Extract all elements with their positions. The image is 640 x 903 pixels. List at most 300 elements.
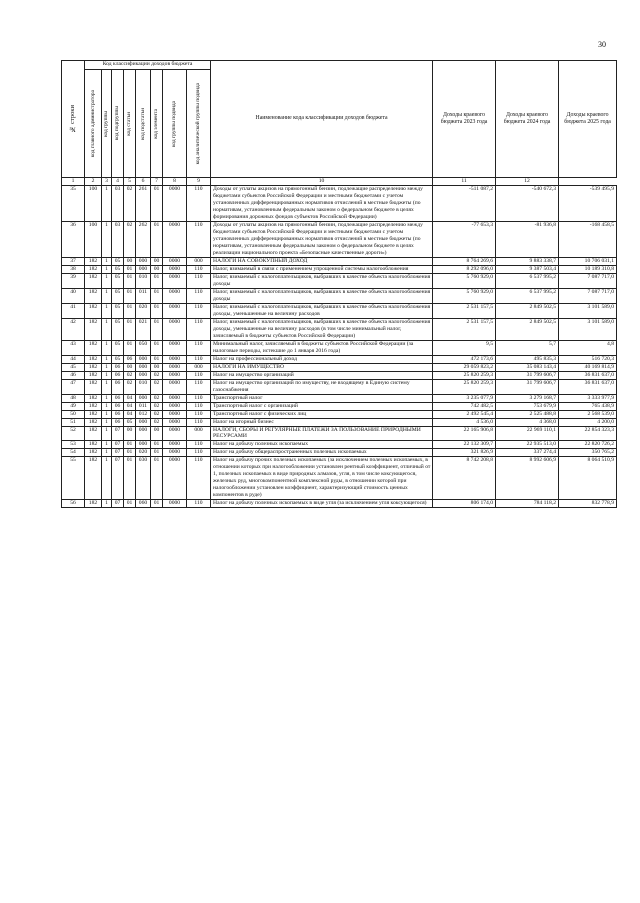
code-cell: 060 [136, 500, 151, 508]
row-name: Налог на добычу полезных ископаемых [211, 441, 433, 449]
row-number: 43 [62, 340, 85, 355]
value-cell: 6 537 995,2 [496, 273, 559, 288]
row-number: 48 [62, 394, 85, 402]
code-cell: 110 [187, 457, 211, 500]
row-number: 52 [62, 426, 85, 441]
header-code-col: код главного администратора [85, 70, 102, 178]
table-row [62, 457, 617, 500]
code-cell: 182 [85, 318, 102, 340]
row-name: Налог, взимаемый в связи с применением упрощенной системы налогообложения [211, 265, 433, 273]
value-cell: 22 165 906,8 [433, 426, 496, 441]
row-number: 45 [62, 363, 85, 371]
code-cell: 03 [112, 221, 124, 257]
code-cell: 02 [151, 379, 163, 394]
code-cell: 000 [187, 363, 211, 371]
code-cell: 110 [187, 410, 211, 418]
code-cell: 000 [136, 441, 151, 449]
code-cell: 07 [112, 457, 124, 500]
code-cell: 02 [124, 186, 136, 222]
table-row [62, 273, 617, 288]
code-cell: 110 [187, 449, 211, 457]
code-cell: 182 [85, 363, 102, 371]
code-cell: 182 [85, 410, 102, 418]
column-number: 6 [136, 178, 151, 186]
value-cell: 495 835,3 [496, 355, 559, 363]
value-cell: 472 173,6 [433, 355, 496, 363]
header-2023: Доходы краевого бюджета 2023 года [433, 61, 496, 178]
code-cell: 1 [102, 273, 112, 288]
row-number: 36 [62, 221, 85, 257]
code-cell: 1 [102, 379, 112, 394]
code-cell: 1 [102, 355, 112, 363]
code-cell: 000 [136, 426, 151, 441]
value-cell: 2 492 545,4 [433, 410, 496, 418]
value-cell: -168 458,5 [559, 221, 617, 257]
code-cell: 182 [85, 303, 102, 318]
code-cell: 0000 [163, 318, 187, 340]
value-cell: 3 333 977,9 [559, 394, 617, 402]
header-code-col: код группы подвида [163, 70, 187, 178]
code-cell: 182 [85, 441, 102, 449]
value-cell: 9 883 338,7 [496, 257, 559, 265]
code-cell: 01 [124, 288, 136, 303]
code-cell: 01 [151, 303, 163, 318]
code-cell: 02 [151, 418, 163, 426]
code-cell: 00 [124, 257, 136, 265]
code-cell: 182 [85, 355, 102, 363]
value-cell: 2 531 157,5 [433, 318, 496, 340]
code-cell: 06 [112, 418, 124, 426]
code-cell: 02 [151, 410, 163, 418]
code-cell: 02 [151, 402, 163, 410]
column-number: 4 [112, 178, 124, 186]
row-number: 40 [62, 288, 85, 303]
code-cell: 0000 [163, 363, 187, 371]
value-cell: 2 525 488,8 [496, 410, 559, 418]
code-cell: 05 [112, 265, 124, 273]
row-number: 37 [62, 257, 85, 265]
row-name: НАЛОГИ НА СОВОКУПНЫЙ ДОХОД [211, 257, 433, 265]
header-code-col: код группы [102, 70, 112, 178]
row-name: Налог на имущество организаций [211, 371, 433, 379]
header-code-col: код подгруппы [112, 70, 124, 178]
code-cell: 0000 [163, 426, 187, 441]
code-cell: 100 [85, 186, 102, 222]
code-cell: 182 [85, 379, 102, 394]
value-cell: 742 482,5 [433, 402, 496, 410]
code-cell: 1 [102, 221, 112, 257]
code-cell: 182 [85, 257, 102, 265]
code-cell: 182 [85, 402, 102, 410]
table-row [62, 288, 617, 303]
code-cell: 01 [151, 449, 163, 457]
code-cell: 06 [112, 394, 124, 402]
value-cell: -539 495,9 [559, 186, 617, 222]
code-cell: 05 [112, 303, 124, 318]
value-cell: 36 831 637,0 [559, 379, 617, 394]
value-cell: -511 087,2 [433, 186, 496, 222]
value-cell: 4 536,0 [433, 418, 496, 426]
code-cell: 01 [124, 265, 136, 273]
value-cell: 31 799 606,7 [496, 371, 559, 379]
code-cell: 000 [136, 265, 151, 273]
code-cell: 1 [102, 318, 112, 340]
row-name: Минимальный налог, зачисляемый в бюджеты субъектов Российской Федерации (за налоговые периоды, истекшие до 1 января 2016 года) [211, 340, 433, 355]
code-cell: 020 [136, 303, 151, 318]
code-cell: 1 [102, 363, 112, 371]
code-cell: 182 [85, 394, 102, 402]
code-cell: 000 [136, 371, 151, 379]
value-cell: 3 235 077,9 [433, 394, 496, 402]
column-number: 2 [85, 178, 102, 186]
row-name: Транспортный налог [211, 394, 433, 402]
code-cell: 00 [151, 363, 163, 371]
code-cell: 1 [102, 257, 112, 265]
code-cell: 0000 [163, 402, 187, 410]
value-cell: 22 854 323,3 [559, 426, 617, 441]
code-cell: 010 [136, 379, 151, 394]
code-cell: 262 [136, 221, 151, 257]
row-number: 47 [62, 379, 85, 394]
code-cell: 01 [151, 340, 163, 355]
code-cell: 182 [85, 418, 102, 426]
row-number: 51 [62, 418, 85, 426]
value-cell: 35 083 143,4 [496, 363, 559, 371]
code-cell: 261 [136, 186, 151, 222]
code-cell: 010 [136, 273, 151, 288]
code-cell: 04 [124, 402, 136, 410]
row-number: 41 [62, 303, 85, 318]
code-cell: 1 [102, 418, 112, 426]
row-name: Налог на добычу полезных ископаемых в виде угля (за исключением угля коксующегося) [211, 500, 433, 508]
code-cell: 05 [124, 418, 136, 426]
code-cell: 110 [187, 441, 211, 449]
value-cell: 765 438,9 [559, 402, 617, 410]
value-cell: 7 087 717,0 [559, 273, 617, 288]
code-cell: 0000 [163, 288, 187, 303]
code-cell: 01 [124, 273, 136, 288]
code-cell: 020 [136, 449, 151, 457]
code-cell: 0000 [163, 457, 187, 500]
value-cell: 22 132 309,7 [433, 441, 496, 449]
code-cell: 182 [85, 426, 102, 441]
code-cell: 1 [102, 340, 112, 355]
column-number-row [62, 178, 617, 186]
header-code-col: код статьи [124, 70, 136, 178]
code-cell: 021 [136, 318, 151, 340]
code-cell: 01 [124, 449, 136, 457]
code-cell: 0000 [163, 221, 187, 257]
code-cell: 02 [151, 371, 163, 379]
row-number: 56 [62, 500, 85, 508]
revenue-table [61, 60, 617, 508]
code-cell: 110 [187, 355, 211, 363]
value-cell: 784 118,2 [496, 500, 559, 508]
column-number: 1 [62, 178, 85, 186]
value-cell: 753 679,9 [496, 402, 559, 410]
code-cell: 1 [102, 500, 112, 508]
code-cell: 000 [136, 355, 151, 363]
code-cell: 06 [112, 371, 124, 379]
row-name: Налог, взимаемый с налогоплательщиков, выбравших в качестве объекта налогообложения доходы [211, 273, 433, 288]
table-row [62, 355, 617, 363]
value-cell: 806 174,0 [433, 500, 496, 508]
value-cell: 4,8 [559, 340, 617, 355]
value-cell: 2 849 502,5 [496, 303, 559, 318]
code-cell: 0000 [163, 355, 187, 363]
code-cell: 110 [187, 221, 211, 257]
code-cell: 05 [112, 273, 124, 288]
row-name: Доходы от уплаты акцизов на прямогонный бензин, подлежащие распределению между бюджетами субъектов Российской Федерации и местными бюджетами с учетом установленных дифференцированных нормативов отчислений в местные бюджеты (по нормативам, установленным федеральным законом о федеральном бюджете в целях формирования дорожных фондов субъектов Российской Федерации) [211, 186, 433, 222]
row-name: Налог на добычу прочих полезных ископаемых (за исключением полезных ископаемых, в отношении которых при налогообложении установлен рентный коэффициент, отличный от 1, полезных ископаемых в виде природных алмазов, угля, в том числе коксующегося, железных руд, многокомпонентной комплексной руды, в отношении которой при налогообложении установлен коэффициент, характеризующий стоимость ценных компонентов в руде) [211, 457, 433, 500]
code-cell: 110 [187, 500, 211, 508]
table-row [62, 340, 617, 355]
row-name: Доходы от уплаты акцизов на прямогонный бензин, подлежащие распределению между бюджетами субъектов Российской Федерации и местными бюджетами с учетом установленных дифференцированных нормативов отчислений в местные бюджеты (по нормативам, установленным федеральным законом о федеральном бюджете в целях реализации национального проекта «Безопасные качественные дороги») [211, 221, 433, 257]
code-cell: 000 [136, 394, 151, 402]
code-cell: 110 [187, 303, 211, 318]
column-number: 10 [211, 178, 433, 186]
code-cell: 01 [151, 186, 163, 222]
value-cell: 5 760 929,0 [433, 273, 496, 288]
value-cell: 3 101 589,0 [559, 303, 617, 318]
value-cell: 2 531 157,5 [433, 303, 496, 318]
code-cell: 110 [187, 265, 211, 273]
code-cell: 06 [112, 379, 124, 394]
column-number: 5 [124, 178, 136, 186]
value-cell: 8 064 510,9 [559, 457, 617, 500]
code-cell: 01 [151, 273, 163, 288]
table-row [62, 449, 617, 457]
header-row-no: № строки [62, 61, 85, 178]
code-cell: 0000 [163, 371, 187, 379]
code-cell: 01 [151, 355, 163, 363]
table-row [62, 402, 617, 410]
value-cell: 36 831 637,0 [559, 371, 617, 379]
page-number: 30 [598, 40, 606, 49]
table-row [62, 418, 617, 426]
value-cell: 321 826,9 [433, 449, 496, 457]
code-cell: 00 [124, 363, 136, 371]
table-row [62, 426, 617, 441]
column-number: 8 [163, 178, 187, 186]
value-cell: 40 169 814,9 [559, 363, 617, 371]
code-cell: 0000 [163, 410, 187, 418]
row-number: 44 [62, 355, 85, 363]
value-cell: 10 189 310,8 [559, 265, 617, 273]
code-cell: 182 [85, 273, 102, 288]
code-cell: 110 [187, 186, 211, 222]
code-cell: 07 [112, 426, 124, 441]
code-cell: 110 [187, 371, 211, 379]
header-name: Наименование кода классификации доходов бюджета [211, 61, 433, 178]
code-cell: 0000 [163, 273, 187, 288]
value-cell: 8 292 096,0 [433, 265, 496, 273]
value-cell: 337 274,4 [496, 449, 559, 457]
row-name: Налог на профессиональный доход [211, 355, 433, 363]
code-cell: 0000 [163, 394, 187, 402]
code-cell: 000 [136, 363, 151, 371]
code-cell: 182 [85, 340, 102, 355]
table-row [62, 410, 617, 418]
code-cell: 05 [112, 355, 124, 363]
table-row [62, 500, 617, 508]
code-cell: 1 [102, 441, 112, 449]
value-cell: 516 720,3 [559, 355, 617, 363]
row-name: Налог на игорный бизнес [211, 418, 433, 426]
code-cell: 182 [85, 288, 102, 303]
code-cell: 1 [102, 449, 112, 457]
code-cell: 182 [85, 265, 102, 273]
row-number: 35 [62, 186, 85, 222]
row-name: Налог на добычу общераспространенных полезных ископаемых [211, 449, 433, 457]
code-cell: 0000 [163, 303, 187, 318]
code-cell: 0000 [163, 441, 187, 449]
code-cell: 06 [112, 402, 124, 410]
code-cell: 01 [151, 457, 163, 500]
code-cell: 110 [187, 418, 211, 426]
code-cell: 07 [112, 441, 124, 449]
value-cell: 4 368,0 [496, 418, 559, 426]
code-cell: 01 [124, 457, 136, 500]
code-cell: 05 [112, 340, 124, 355]
row-number: 49 [62, 402, 85, 410]
column-number: 11 [433, 178, 496, 186]
code-cell: 02 [124, 379, 136, 394]
code-cell: 01 [151, 318, 163, 340]
code-cell: 110 [187, 318, 211, 340]
code-cell: 05 [112, 288, 124, 303]
code-cell: 00 [151, 426, 163, 441]
row-name: Транспортный налог с физических лиц [211, 410, 433, 418]
code-cell: 110 [187, 288, 211, 303]
code-cell: 05 [112, 318, 124, 340]
header-code-col: код подстатьи [136, 70, 151, 178]
row-number: 55 [62, 457, 85, 500]
code-cell: 110 [187, 273, 211, 288]
row-number: 53 [62, 441, 85, 449]
code-cell: 01 [151, 500, 163, 508]
code-cell: 182 [85, 371, 102, 379]
code-cell: 02 [124, 371, 136, 379]
row-number: 46 [62, 371, 85, 379]
code-cell: 1 [102, 265, 112, 273]
code-cell: 1 [102, 303, 112, 318]
value-cell: 31 799 606,7 [496, 379, 559, 394]
code-cell: 182 [85, 449, 102, 457]
code-cell: 0000 [163, 449, 187, 457]
value-cell: 10 706 031,1 [559, 257, 617, 265]
value-cell: -77 653,3 [433, 221, 496, 257]
code-cell: 04 [124, 394, 136, 402]
code-cell: 1 [102, 288, 112, 303]
code-cell: 1 [102, 394, 112, 402]
row-name: Налог на имущество организаций по имуществу, не входящему в Единую систему газоснабжения [211, 379, 433, 394]
header-2024: Доходы краевого бюджета 2024 года [496, 61, 559, 178]
value-cell: 5,7 [496, 340, 559, 355]
value-cell: 9 387 503,4 [496, 265, 559, 273]
row-name: НАЛОГИ, СБОРЫ И РЕГУЛЯРНЫЕ ПЛАТЕЖИ ЗА ПОЛЬЗОВАНИЕ ПРИРОДНЫМИ РЕСУРСАМИ [211, 426, 433, 441]
code-cell: 0000 [163, 379, 187, 394]
code-cell: 110 [187, 379, 211, 394]
code-cell: 1 [102, 186, 112, 222]
table-row [62, 363, 617, 371]
column-number: 7 [151, 178, 163, 186]
row-name: Налог, взимаемый с налогоплательщиков, выбравших в качестве объекта налогообложения доходы, уменьшенные на величину расходов (в том числе минимальный налог, зачисляемый в бюджеты субъектов Российской Федерации) [211, 318, 433, 340]
row-number: 38 [62, 265, 85, 273]
value-cell: 25 820 259,3 [433, 371, 496, 379]
code-cell: 05 [112, 257, 124, 265]
header-2025: Доходы краевого бюджета 2025 года [559, 61, 617, 178]
table-row [62, 441, 617, 449]
table-row [62, 318, 617, 340]
code-cell: 000 [187, 426, 211, 441]
row-name: Налог, взимаемый с налогоплательщиков, выбравших в качестве объекта налогообложения доходы, уменьшенные на величину расходов [211, 303, 433, 318]
code-cell: 07 [112, 500, 124, 508]
code-cell: 02 [151, 394, 163, 402]
column-number: 9 [187, 178, 211, 186]
value-cell: 8 742 208,8 [433, 457, 496, 500]
value-cell: 22 820 726,2 [559, 441, 617, 449]
header-code-col: код элемента [151, 70, 163, 178]
code-cell: 1 [102, 457, 112, 500]
table-row [62, 186, 617, 222]
value-cell: 3 279 168,7 [496, 394, 559, 402]
value-cell: 832 778,9 [559, 500, 617, 508]
code-cell: 0000 [163, 340, 187, 355]
value-cell: 22 969 110,1 [496, 426, 559, 441]
table-row [62, 379, 617, 394]
code-cell: 06 [124, 355, 136, 363]
value-cell: 5 760 929,0 [433, 288, 496, 303]
code-cell: 1 [102, 402, 112, 410]
code-cell: 1 [102, 410, 112, 418]
value-cell: 9,5 [433, 340, 496, 355]
code-cell: 01 [124, 303, 136, 318]
code-cell: 011 [136, 402, 151, 410]
code-cell: 03 [112, 186, 124, 222]
value-cell: 2 568 539,0 [559, 410, 617, 418]
value-cell: 2 849 502,5 [496, 318, 559, 340]
code-cell: 1 [102, 426, 112, 441]
table-row [62, 303, 617, 318]
table-row [62, 265, 617, 273]
code-cell: 02 [124, 221, 136, 257]
table-row [62, 394, 617, 402]
row-name: НАЛОГИ НА ИМУЩЕСТВО [211, 363, 433, 371]
code-cell: 1 [102, 371, 112, 379]
code-cell: 110 [187, 340, 211, 355]
value-cell: 29 059 823,2 [433, 363, 496, 371]
code-cell: 0000 [163, 418, 187, 426]
code-cell: 000 [187, 257, 211, 265]
code-cell: 01 [151, 221, 163, 257]
code-cell: 0000 [163, 265, 187, 273]
code-cell: 00 [151, 265, 163, 273]
row-number: 42 [62, 318, 85, 340]
value-cell: 25 820 259,3 [433, 379, 496, 394]
row-name: Транспортный налог с организаций [211, 402, 433, 410]
code-cell: 04 [124, 410, 136, 418]
value-cell: -81 936,8 [496, 221, 559, 257]
code-cell: 110 [187, 402, 211, 410]
value-cell: 6 537 995,2 [496, 288, 559, 303]
code-cell: 0000 [163, 500, 187, 508]
column-number: 3 [102, 178, 112, 186]
value-cell: 3 101 589,0 [559, 318, 617, 340]
code-cell: 06 [112, 363, 124, 371]
code-cell: 182 [85, 457, 102, 500]
code-cell: 182 [85, 500, 102, 508]
